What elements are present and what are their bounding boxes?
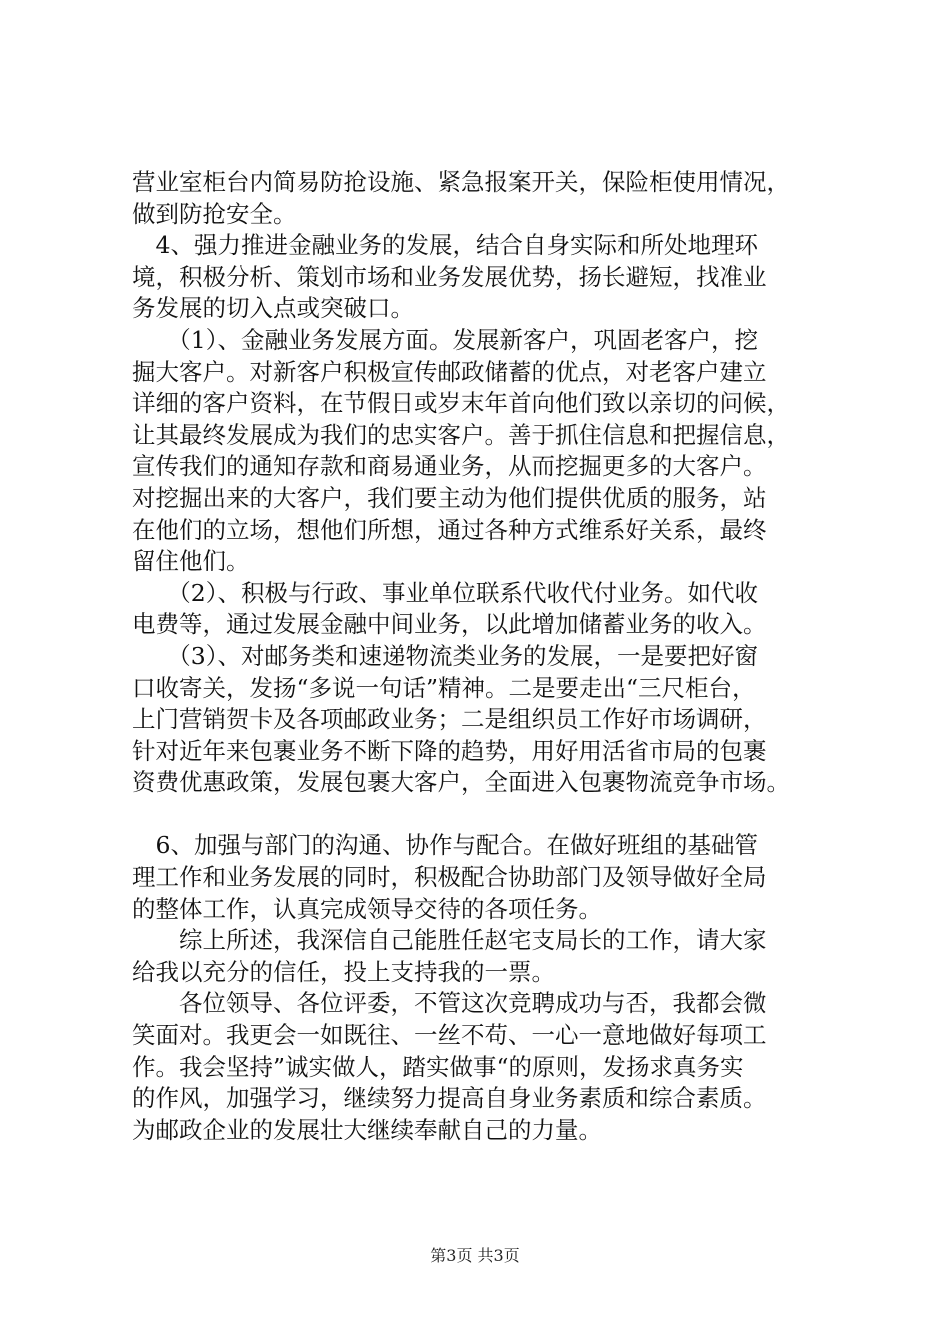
- text-line: 为邮政企业的发展壮大继续奉献自己的力量。: [132, 1115, 602, 1144]
- text-line: 务发展的切入点或突破口。: [132, 294, 414, 323]
- text-line: 针对近年来包裹业务不断下降的趋势，用好用活省市局的包裹: [132, 736, 767, 765]
- text-line: 4、强力推进金融业务的发展，结合自身实际和所处地理环: [132, 231, 758, 260]
- text-line: 作。我会坚持”诚实做人，踏实做事“的原则，发扬求真务实: [132, 1052, 744, 1081]
- text-line: 宣传我们的通知存款和商易通业务，从而挖掘更多的大客户。: [132, 452, 767, 481]
- text-line: 的整体工作，认真完成领导交待的各项任务。: [132, 894, 602, 923]
- text-line: 各位领导、各位评委，不管这次竞聘成功与否，我都会微: [132, 989, 767, 1018]
- text-line: 口收寄关，发扬“多说一句话”精神。二是要走出“三尺柜台，: [132, 673, 756, 702]
- text-line: 上门营销贺卡及各项邮政业务；二是组织员工作好市场调研，: [132, 705, 767, 734]
- text-line: 资费优惠政策，发展包裹大客户，全面进入包裹物流竞争市场。: [132, 768, 790, 797]
- text-line: 的作风，加强学习，继续努力提高自身业务素质和综合素质。: [132, 1084, 767, 1113]
- document-body: [132, 167, 842, 1146]
- text-line: 留住他们。: [132, 547, 250, 576]
- text-line: 让其最终发展成为我们的忠实客户。善于抓住信息和把握信息，: [132, 420, 790, 449]
- text-line: 做到防抢安全。: [132, 199, 297, 228]
- paragraph-gap: [132, 799, 842, 831]
- text-line: 电费等，通过发展金融中间业务，以此增加储蓄业务的收入。: [132, 610, 767, 639]
- text-line: 理工作和业务发展的同时，积极配合协助部门及领导做好全局: [132, 863, 767, 892]
- text-line: 在他们的立场，想他们所想，通过各种方式维系好关系，最终: [132, 515, 767, 544]
- text-line: 掘大客户。对新客户积极宣传邮政储蓄的优点，对老客户建立: [132, 357, 767, 386]
- text-line: 6、加强与部门的沟通、协作与配合。在做好班组的基础管: [132, 831, 758, 860]
- text-line: 给我以充分的信任，投上支持我的一票。: [132, 957, 555, 986]
- text-line: 综上所述，我深信自己能胜任赵宅支局长的工作，请大家: [132, 926, 767, 955]
- page-number-footer: 第3页 共3页: [430, 1246, 520, 1265]
- text-line: 营业室柜台内简易防抢设施、紧急报案开关，保险柜使用情况，: [132, 168, 790, 196]
- text-line: 详细的客户资料，在节假日或岁末年首向他们致以亲切的问候，: [132, 389, 790, 418]
- text-line: 对挖掘出来的大客户，我们要主动为他们提供优质的服务，站: [132, 483, 767, 512]
- text-line: 境，积极分析、策划市场和业务发展优势，扬长避短，找准业: [132, 262, 767, 291]
- text-line: （2）、积极与行政、事业单位联系代收代付业务。如代收: [132, 578, 758, 607]
- text-line: （3）、对邮务类和速递物流类业务的发展，一是要把好窗: [132, 641, 758, 670]
- text-line: （1）、金融业务发展方面。发展新客户，巩固老客户，挖: [132, 325, 758, 354]
- text-line: 笑面对。我更会一如既往、一丝不苟、一心一意地做好每项工: [132, 1021, 767, 1050]
